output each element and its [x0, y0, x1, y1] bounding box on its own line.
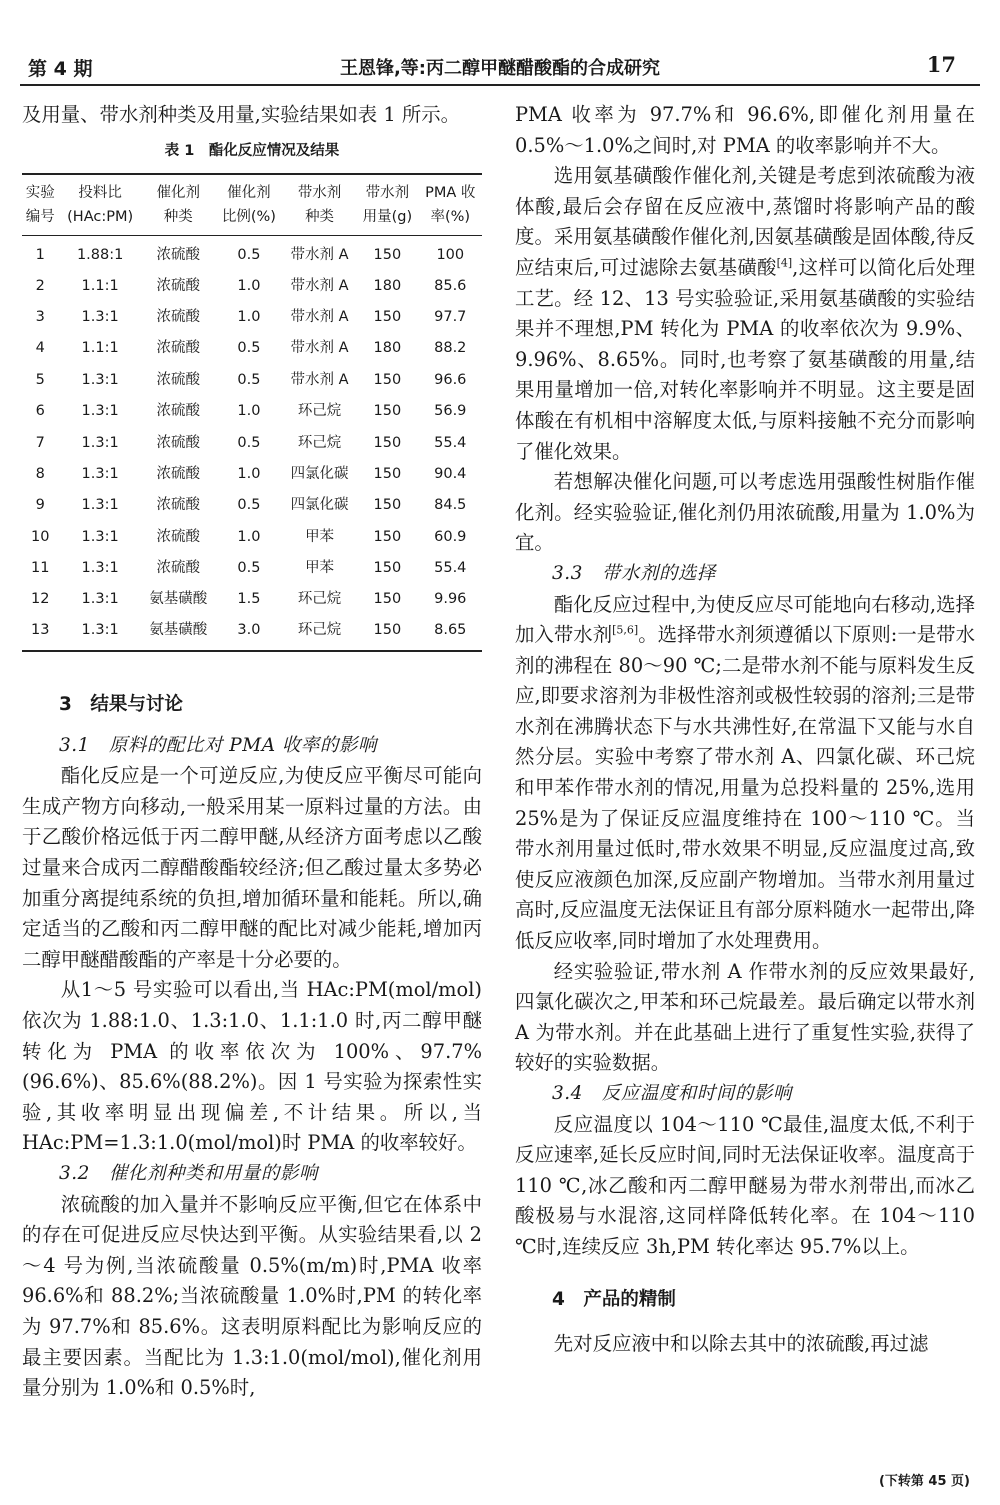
- table-row: [22, 521, 482, 552]
- section-3-1-heading: 3.1 原料的配比对 PMA 收率的影响: [59, 734, 377, 756]
- table-cell: 带水剂 A: [290, 371, 349, 388]
- table-cell: 1.3:1: [81, 528, 119, 545]
- table-cell: 55.4: [434, 560, 467, 577]
- table-body: [22, 235, 482, 651]
- table-cell: 1.3:1: [81, 465, 119, 482]
- table-row: [22, 270, 482, 301]
- table-cell: 90.4: [434, 465, 467, 482]
- table-cell: 11: [31, 560, 50, 577]
- table-cell: 浓硫酸: [156, 403, 201, 420]
- table-cell: 150: [373, 560, 402, 577]
- table-cell: 1.1:1: [81, 340, 119, 357]
- table-row: [22, 333, 482, 364]
- table-cell: 9: [35, 497, 45, 514]
- page-header: [20, 52, 980, 86]
- results-table: [22, 173, 482, 652]
- table-cell: 1.3:1: [81, 497, 119, 514]
- table-cell: 四氯化碳: [290, 497, 349, 514]
- table-cell: 3.0: [215, 615, 283, 651]
- right-column: [515, 100, 975, 1360]
- table-cell: 浓硫酸: [156, 277, 201, 294]
- table-cell: 150: [373, 497, 402, 514]
- table-row: [22, 615, 482, 651]
- table-cell: 9.96: [434, 591, 467, 608]
- column-header: 编号: [22, 205, 59, 236]
- paragraph: [515, 590, 975, 957]
- table-cell: 0.5: [237, 497, 261, 514]
- table-cell: 180: [373, 340, 402, 357]
- table-title: 表 1 酯化反应情况及结果: [164, 142, 340, 159]
- table-cell: 环己烷: [297, 434, 342, 451]
- table-cell: 甲苯: [305, 528, 335, 545]
- section-3-4-heading: 3.4 反应温度和时间的影响: [552, 1083, 792, 1104]
- table-cell: 浓硫酸: [156, 465, 201, 482]
- table-cell: 四氯化碳: [290, 465, 349, 482]
- table-cell: 浓硫酸: [156, 371, 201, 388]
- table-cell: 150: [373, 403, 402, 420]
- table-cell: 环己烷: [283, 615, 356, 651]
- continued-note: (下转第 45 页): [878, 1474, 970, 1489]
- intro-paragraph: 及用量、带水剂种类及用量,实验结果如表 1 所示。: [22, 103, 461, 126]
- paragraph: 先对反应液中和以除去其中的浓硫酸,再过滤: [553, 1332, 929, 1356]
- column-header: 种类: [142, 205, 215, 236]
- column-header: 投料比: [59, 174, 142, 205]
- table-cell: 60.9: [434, 528, 467, 545]
- table-cell: 84.5: [434, 497, 467, 514]
- table-cell: 带水剂 A: [290, 340, 349, 357]
- table-cell: 氨基磺酸: [142, 615, 215, 651]
- table-cell: 1.88:1: [76, 246, 124, 263]
- column-header: 催化剂: [142, 174, 215, 205]
- table-cell: 56.9: [434, 403, 467, 420]
- table-cell: 1.3:1: [81, 371, 119, 388]
- table-row: [22, 364, 482, 395]
- column-header: (HAc:PM): [59, 205, 142, 236]
- table-header-row: [22, 205, 482, 236]
- table-row: [22, 302, 482, 333]
- table-row: [22, 235, 482, 270]
- paragraph: 经实验验证,带水剂 A 作带水剂的反应效果最好,四氯化碳次之,甲苯和环己烷最差。最后确定以带水剂 A 为带水剂。并在此基础上进行了重复性实验,获得了较好的实验数据。: [515, 959, 975, 1075]
- paragraph: 若想解决催化问题,可以考虑选用强酸性树脂作催化剂。经实验验证,催化剂仍用浓硫酸,用量为 1.0%为宜。: [515, 470, 975, 555]
- table-cell: 150: [373, 591, 402, 608]
- table-cell: 甲苯: [305, 560, 335, 577]
- table-cell: 1.0: [237, 465, 261, 482]
- column-header: 种类: [283, 205, 356, 236]
- issue-number: 第 4 期: [28, 58, 93, 80]
- table-cell: 6: [35, 403, 45, 420]
- table-cell: 1.3:1: [81, 591, 119, 608]
- table-cell: 1.1:1: [81, 277, 119, 294]
- section-3-2-heading: 3.2 催化剂种类和用量的影响: [59, 1162, 318, 1184]
- table-cell: 55.4: [434, 434, 467, 451]
- table-cell: 13: [22, 615, 59, 651]
- paragraph-text: ,这样可以简化后处理工艺。经 12、13 号实验验证,采用氨基磺酸的实验结果并不理想,PM 转化为 PMA 的收率依次为 9.9%、9.96%、8.65%。同时,也考察了氨基磺酸的用量,结果用量增加一倍,对转化率影响并不明显。这主要是固体酸在有机相中溶解度太低,与原料接触不充分而影响了催化效果。: [515, 255, 975, 463]
- table-cell: 浓硫酸: [156, 340, 201, 357]
- table-cell: 88.2: [434, 340, 467, 357]
- table-cell: 150: [373, 528, 402, 545]
- table-cell: 4: [35, 340, 45, 357]
- citation-ref: [5,6]: [612, 623, 639, 637]
- table-row: [22, 427, 482, 458]
- table-cell: 1.3:1: [81, 308, 119, 325]
- table-cell: 97.7: [434, 308, 467, 325]
- paragraph-text: 酯化反应过程中,为使反应尽可能地向右移动,选择加入带水剂: [515, 592, 975, 647]
- table-cell: 0.5: [237, 246, 261, 263]
- column-header: 带水剂: [283, 174, 356, 205]
- paragraph: [515, 161, 975, 467]
- table-cell: 0.5: [237, 434, 261, 451]
- paragraph: 浓硫酸的加入量并不影响反应平衡,但它在体系中的存在可促进反应尽快达到平衡。从实验结果看,以 2～4 号为例,当浓硫酸量 0.5%(m/m)时,PMA 收率 96.6%和 88.2%;当浓硫酸量 1.0%时,PM 的转化率为 97.7%和 85.6%。这表明原料配比为影响反应的最主要因素。当配比为 1.3:1.0(mol/mol),催化剂用量分别为 1.0%和 0.5%时,: [22, 1192, 482, 1400]
- section-4-heading: 4 产品的精制: [552, 1288, 676, 1310]
- table-cell: 1.3:1: [59, 615, 142, 651]
- table-cell: 2: [35, 277, 45, 294]
- table-cell: 180: [373, 277, 402, 294]
- table-cell: 1.0: [237, 403, 261, 420]
- table-cell: 环己烷: [297, 403, 342, 420]
- table-cell: 0.5: [237, 340, 261, 357]
- paragraph: 从1～5 号实验可以看出,当 HAc:PM(mol/mol)依次为 1.88:1.0、1.3:1.0、1.1:1.0 时,丙二醇甲醚转化为 PMA 的收率依次为 100%、97.7%(96.6%)、85.6%(88.2%)。因 1 号实验为探索性实验,其收率明显出现偏差,不计结果。所以,当 HAc:PM=1.3:1.0(mol/mol)时 PMA 的收率较好。: [22, 978, 482, 1155]
- table-row: [22, 584, 482, 615]
- citation-ref: [4]: [776, 256, 793, 270]
- table-cell: 浓硫酸: [156, 246, 201, 263]
- table-cell: 96.6: [434, 371, 467, 388]
- table-cell: 5: [35, 371, 45, 388]
- table-cell: 100: [436, 246, 465, 263]
- column-header: PMA 收: [419, 174, 482, 205]
- table-row: [22, 459, 482, 490]
- table-row: [22, 490, 482, 521]
- table-row: [22, 553, 482, 584]
- table-cell: 浓硫酸: [156, 308, 201, 325]
- table-cell: 150: [356, 615, 418, 651]
- table-header-row: [22, 174, 482, 205]
- column-header: 用量(g): [356, 205, 418, 236]
- column-header: 带水剂: [356, 174, 418, 205]
- section-3-heading: 3 结果与讨论: [59, 694, 183, 716]
- table-cell: 8: [35, 465, 45, 482]
- paragraph-text: 选用氨基磺酸作催化剂,关键是考虑到浓硫酸为液体酸,最后会存留在反应液中,蒸馏时将影响产品的酸度。采用氨基磺酸作催化剂,因氨基磺酸是固体酸,待反应结束后,可过滤除去氨基磺酸: [515, 164, 975, 279]
- left-column: [22, 100, 482, 1404]
- table-cell: 150: [373, 465, 402, 482]
- table-cell: 10: [31, 528, 50, 545]
- table-cell: 12: [31, 591, 50, 608]
- table-cell: 85.6: [434, 277, 467, 294]
- table-cell: 150: [373, 246, 402, 263]
- table-cell: 浓硫酸: [156, 434, 201, 451]
- paragraph: 酯化反应是一个可逆反应,为使反应平衡尽可能向生成产物方向移动,一般采用某一原料过量的方法。由于乙酸价格远低于丙二醇甲醚,从经济方面考虑以乙酸过量来合成丙二醇醋酸酯较经济;但乙酸过量太多势必加重分离提纯系统的负担,增加循环量和能耗。所以,确定适当的乙酸和丙二醇甲醚的配比对减少能耗,增加丙二醇甲醚醋酸酯的产率是十分必要的。: [22, 764, 482, 971]
- table-cell: 3: [35, 308, 45, 325]
- table-cell: 浓硫酸: [156, 560, 201, 577]
- table-cell: 1.0: [237, 308, 261, 325]
- table-cell: 1: [35, 246, 45, 263]
- paragraph: PMA 收率为 97.7%和 96.6%,即催化剂用量在 0.5%～1.0%之间时,对 PMA 的收率影响并不大。: [515, 103, 975, 157]
- paragraph: 反应温度以 104～110 ℃最佳,温度太低,不利于反应速率,延长反应时间,同时无法保证收率。温度高于 110 ℃,冰乙酸和丙二醇甲醚易为带水剂带出,而冰乙酸极易与水混溶,这同样降低转化率。在 104～110 ℃时,连续反应 3h,PM 转化率达 95.7%以上。: [515, 1112, 975, 1258]
- table-cell: 1.0: [237, 528, 261, 545]
- table-cell: 带水剂 A: [290, 277, 349, 294]
- column-header: 实验: [22, 174, 59, 205]
- table-cell: 150: [373, 371, 402, 388]
- table-cell: 浓硫酸: [156, 497, 201, 514]
- table-cell: 带水剂 A: [290, 308, 349, 325]
- table-cell: 氨基磺酸: [149, 591, 208, 608]
- page-number: 17: [926, 52, 956, 77]
- paragraph-text: 。选择带水剂须遵循以下原则:一是带水剂的沸程在 80～90 ℃;二是带水剂不能与原料发生反应,即要求溶剂为非极性溶剂或极性较弱的溶剂;三是带水剂在沸腾状态下与水共沸性好,在常温下又能与水自然分层。实验中考察了带水剂 A、四氯化碳、环己烷和甲苯作带水剂的情况,用量为总投料量的 25%,选用 25%是为了保证反应温度维持在 100～110 ℃。当带水剂用量过低时,带水效果不明显,反应温度过高,致使反应液颜色加深,反应副产物增加。当带水剂用量过高时,反应温度无法保证且有部分原料随水一起带出,降低反应收率,同时增加了水处理费用。: [515, 623, 975, 953]
- table-cell: 0.5: [237, 560, 261, 577]
- table-cell: 1.3:1: [81, 434, 119, 451]
- table-cell: 1.3:1: [81, 560, 119, 577]
- column-header: 比例(%): [215, 205, 283, 236]
- table-cell: 1.5: [237, 591, 261, 608]
- table-cell: 1.3:1: [81, 403, 119, 420]
- table-cell: 7: [35, 434, 45, 451]
- column-header: 率(%): [419, 205, 482, 236]
- table-cell: 浓硫酸: [156, 528, 201, 545]
- table-row: [22, 396, 482, 427]
- table-cell: 0.5: [237, 371, 261, 388]
- column-header: 催化剂: [215, 174, 283, 205]
- table-cell: 带水剂 A: [290, 246, 349, 263]
- table-cell: 环己烷: [297, 591, 342, 608]
- table-cell: 8.65: [419, 615, 482, 651]
- table-cell: 1.0: [237, 277, 261, 294]
- table-cell: 150: [373, 434, 402, 451]
- running-title: 王恩锋,等:丙二醇甲醚醋酸酯的合成研究: [339, 58, 661, 79]
- section-3-3-heading: 3.3 带水剂的选择: [552, 562, 716, 584]
- table-cell: 150: [373, 308, 402, 325]
